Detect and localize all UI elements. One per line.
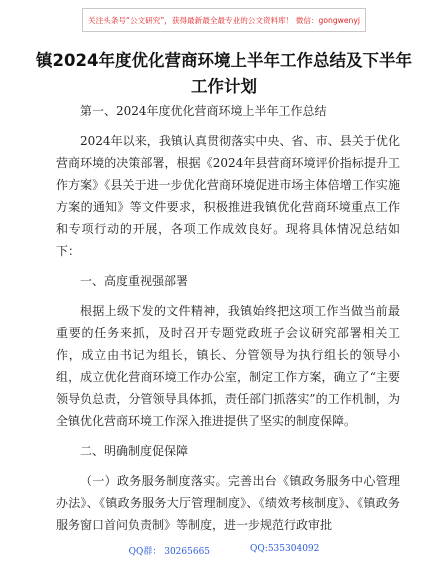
section-heading-deployment: 一、高度重视强部署 [80,274,189,288]
promo-banner-text: 关注头条号“公文研究”，获得最新最全最专业的公文资料库！ 微信：gongwenyj [88,15,360,25]
footer-qq: QQ:535304092 [250,544,320,554]
footer-qq-group: QQ群： 30265665 [128,547,211,557]
body-paragraph-deployment: 根据上级下发的文件精神，我镇始终把这项工作当做当前最重要的任务来抓，及时召开专题党政班子会议研究部署相关工作，成立由书记为组长，镇长、分管领导为执行组长的领导小组，成立优化营商环境工作办公室，制定工作方案，确立了“主要领导负总责，分管领导具体抓，责任部门抓落实”的工作机制，为全镇优化营商环境工作深入推进提供了坚实的制度保障。 [56,304,400,428]
promo-banner [82,8,366,32]
body-paragraph-system: （一）政务服务制度落实。完善出台《镇政务服务中心管理办法》、《镇政务服务大厅管理制度》、《绩效考核制度》、《镇政务服务窗口首问负责制》等制度，进一步规范行政审批 [56,474,400,532]
document-title: 镇2024年度优化营商环境上半年工作总结及下半年工作计划 [36,51,412,96]
section-heading-system: 二、明确制度促保障 [80,444,189,458]
page-footer [0,544,448,557]
section-heading-summary: 第一、2024年度优化营商环境上半年工作总结 [80,104,327,118]
document-body [56,100,400,536]
body-paragraph-intro: 2024年以来，我镇认真贯彻落实中央、省、市、县关于优化营商环境的决策部署，根据《2024年县营商环境评价指标提升工作方案》《县关于进一步优化营商环境促进市场主体倍增工作实施方案的通知》等文件要求，积极推进我镇优化营商环境重点工作和专项行动的开展，各项工作成效良好。现将具体情况总结如下： [56,134,400,258]
